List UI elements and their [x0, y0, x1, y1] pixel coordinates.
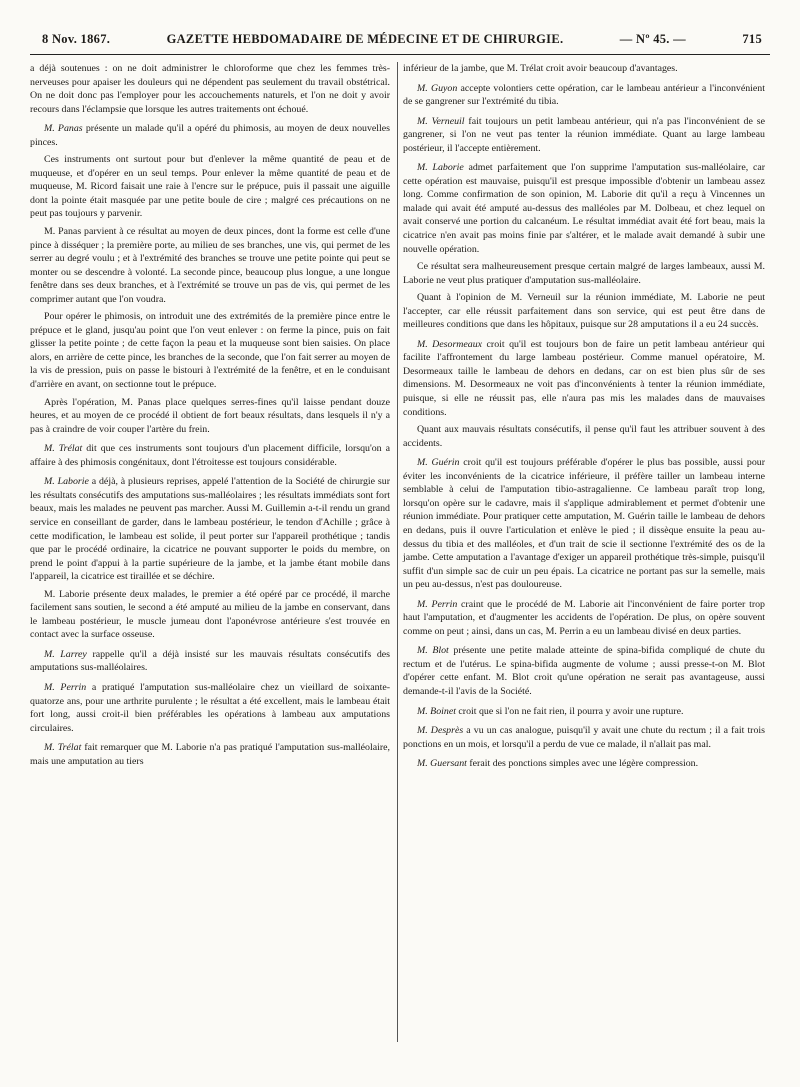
speaker-name: M. Guersant: [417, 758, 467, 770]
speaker-name: M. Larrey: [44, 648, 87, 660]
speaker-name: M. Guérin: [417, 457, 460, 469]
speaker-name: M. Perrin: [417, 598, 458, 610]
paragraph-text: croit qu'il est toujours bon de faire un petit lambeau antérieur qui facilite l'affrontement du large lambeau postérieur. Comme manuel opératoire, M. Desormeaux taille le lambeau de dehors en dedans, car on est bien plus sûr de ses dimensions. M. Desormeaux ne voit pas d'inconvénients à tenter la réunion immédiate, puisque, si elle ne réussit pas, elle n'aura pas mis les malades dans de mauvaises conditions.: [403, 338, 765, 418]
speaker-name: M. Laborie: [417, 162, 464, 174]
paragraph-text: fait toujours un petit lambeau antérieur, qui n'a pas l'inconvénient de se gangrener, si l'on ne veut pas tenter la réunion immédiate. Quant au large lambeau postérieur, il l'accepte entièrement.: [403, 115, 765, 154]
header-page-number: 715: [742, 31, 762, 46]
right-column: [403, 62, 765, 775]
paragraph-text: Après l'opération, M. Panas place quelques serres-fines qu'il laisse pendant douze heures, et au moyen de ce procédé il obtient de fort beaux résultats, dans lesquels il n'y a pas à craindre de voir couper l'artère du frein.: [30, 396, 390, 435]
header-date: 8 Nov. 1867.: [42, 31, 111, 46]
left-paragraph: [30, 442, 390, 469]
right-paragraph: [403, 598, 765, 639]
paragraph-text: M. Laborie présente deux malades, le premier a été opéré par ce procédé, il marche facilement sans soutien, le second a été amputé au milieu de la jambe en conservant, dans le lambeau postérieur, le muscle jumeau dont l'aponévrose antérieure s'est trouvée en contact avec la surface osseuse.: [30, 588, 390, 641]
left-paragraph: [30, 153, 390, 221]
paragraph-text: accepte volontiers cette opération, car le lambeau antérieur a l'inconvénient de se gangrener sur l'extrémité du tibia.: [403, 82, 765, 108]
header-journal-title: GAZETTE HEBDOMADAIRE DE MÉDECINE ET DE CHIRURGIE.: [166, 31, 564, 46]
paragraph-text: présente une petite malade atteinte de spina-bifida compliqué de chute du rectum et de l'utérus. Le spina-bifida augmente de volume ; aussi presse-t-on M. Blot d'opérer cette enfant. M. Blot croit qu'une opération ne serait pas avantageuse, aussi demande-t-il l'avis de la Société.: [403, 645, 765, 697]
left-paragraph: [30, 741, 390, 768]
page-header: [42, 27, 762, 51]
paragraph-text: fait remarquer que M. Laborie n'a pas pratiqué l'amputation sus-malléolaire, mais une amputation au tiers: [30, 742, 390, 767]
left-paragraph: [30, 681, 390, 735]
right-paragraph: [403, 115, 765, 156]
left-paragraph: [30, 62, 390, 116]
paragraph-text: M. Panas parvient à ce résultat au moyen de deux pinces, dont la forme est celle d'une pince à disséquer ; la première porte, au milieu de ses branches, une vis, qui permet de les serrer au degré voulu ; et à l'extrémité des branches se trouve une petite pointe qui peut se monter ou se descendre à volonté. La seconde pince, beaucoup plus longue, a une longue fenêtre dans ses deux branches, et à l'extrémité se trouve un pas de vis, qui permet de les comprimer autant que l'on voudra.: [30, 226, 390, 305]
speaker-name: M. Verneuil: [417, 115, 465, 127]
speaker-name: M. Trélat: [44, 742, 82, 754]
speaker-name: M. Blot: [417, 645, 449, 657]
left-paragraph: [30, 588, 390, 642]
paragraph-text: présente un malade qu'il a opéré du phimosis, au moyen de deux nouvelles pinces.: [30, 123, 390, 148]
right-paragraph: [403, 705, 765, 719]
left-paragraph: [30, 122, 390, 149]
right-paragraph: [403, 456, 765, 591]
left-paragraph: [30, 648, 390, 675]
paragraph-text: craint que le procédé de M. Laborie ait l'inconvénient de faire porter trop haut l'amputation, et d'augmenter les accidents de l'opération. De plus, on opère souvent comme on peut ; ainsi, dans un cas, M. Perrin a eu un lambeau divisé en deux parties.: [403, 598, 765, 637]
speaker-name: M. Desormeaux: [417, 338, 483, 350]
speaker-name: M. Perrin: [44, 681, 87, 693]
paragraph-text: a déjà, à plusieurs reprises, appelé l'attention de la Société de chirurgie sur les résultats consécutifs des amputations sus-malléolaires ; les résultats immédiats sont fort beaux, mais les malades ne peuvent pas marcher. Aussi M. Guillemin a-t-il rendu un grand service en conseillant de garder, dans le lambeau postérieur, le tendon d'Achille ; grâce à cette modification, le lambeau est solide, il peut porter sur l'appareil prothétique ; tandis que par le procédé ordinaire, la cicatrice ne pouvant supporter le poids du membre, on prend le point d'appui à la partie supérieure de la jambe, et la jambe étant mobile dans l'appareil, la cicatrice est tiraillée et se déchire.: [30, 476, 391, 583]
right-paragraph: [403, 423, 765, 450]
left-paragraph: [30, 225, 390, 306]
paragraph-text: croit qu'il est toujours préférable d'opérer le plus bas possible, aussi pour éviter les inconvénients de la cicatrice inférieure, il préfère tailler un lambeau interne semblable à celui de l'amputation tibio-astragalienne. Ce lambeau paraît trop long, lorsqu'on opère sur le cadavre, mais il s'applique admirablement et permet d'obtenir une réunion immédiate. Pour pratiquer cette amputation, M. Guérin taille le lambeau de dehors en dedans, puis il ouvre l'articulation et enlève le pied ; il dissèque ensuite la peau au-dessus du tibia et des malléoles, et d'un trait de scie il sectionne l'extrémité des os de la jambe. Cette amputation a l'avantage d'exiger un appareil prothétique très-simple, puisqu'il suffit d'un simple sac de cuir un peu épais. La cicatrice ne portant pas sur la semelle, mais un peu au-dessus, n'est pas douloureuse.: [403, 457, 765, 591]
speaker-name: M. Desprès: [417, 725, 464, 737]
paragraph-text: dit que ces instruments sont toujours d'un placement difficile, lorsqu'on a affaire à des phimosis congénitaux, dont l'étroitesse est toujours considérable.: [30, 443, 390, 468]
paragraph-text: Pour opérer le phimosis, on introduit une des extrémités de la première pince entre le prépuce et le gland, jusqu'au point que l'on veut enlever : on ferme la pince, puis on fait glisser la petite pointe ; de cette façon la peau et la muqueuse sont bien saisies. On place alors, en arrière de cette pince, les branches de la seconde, que l'on fait serrer au moyen de la vis de pression, puis on passe le bistouri à l'extrémité de la fenêtre, et en le conduisant d'arrière en avant, on sectionne tout le prépuce.: [30, 311, 390, 391]
right-paragraph: [403, 62, 765, 76]
header-rule: [30, 54, 770, 55]
right-paragraph: [403, 338, 765, 419]
paragraph-text: rappelle qu'il a déjà insisté sur les mauvais résultats consécutifs des amputations sus-malléolaires.: [30, 648, 390, 674]
header-issue-number: — Nº 45. —: [619, 31, 686, 46]
paragraph-text: Quant aux mauvais résultats consécutifs, il pense qu'il faut les attribuer souvent à des accidents.: [403, 424, 765, 449]
right-paragraph: [403, 724, 765, 751]
left-paragraph: [30, 475, 390, 583]
paragraph-text: a pratiqué l'amputation sus-malléolaire chez un vieillard de soixante-quatorze ans, pour une arthrite purulente ; le résultat a été excellent, mais le lambeau était fort long, aussi croit-il bien préférables les opérations à lambeau aux amputations circulaires.: [30, 681, 390, 734]
right-paragraph: [403, 291, 765, 332]
speaker-name: M. Laborie: [44, 476, 89, 488]
paragraph-text: admet parfaitement que l'on supprime l'amputation sus-malléolaire, car cette opération est mauvaise, puisqu'il est presque impossible d'obtenir un lambeau assez long. Comme confirmation de son opinion, M. Laborie dit qu'il a reçu à Vincennes un malade qui avait été amputé au-dessus des malléoles par M. Dolbeau, et chez lequel on avait conservé une portion du calcanéum. Le résultat immédiat avait été fort beau, mais la cicatrice n'en avait pas moins finie par s'altérer, et le malade avait demandé à subir une nouvelle opération.: [403, 162, 766, 255]
column-divider: [397, 62, 398, 1042]
paragraph-text: croit que si l'on ne fait rien, il pourra y avoir une rupture.: [455, 705, 684, 717]
right-paragraph: [403, 644, 765, 698]
paragraph-text: Ce résultat sera malheureusement presque certain malgré de larges lambeaux, aussi M. Laborie ne veut plus pratiquer d'amputation sus-malléolaire.: [403, 261, 765, 286]
left-paragraph: [30, 310, 390, 391]
right-paragraph: [403, 260, 765, 287]
speaker-name: M. Guyon: [417, 82, 458, 94]
speaker-name: M. Panas: [44, 123, 83, 135]
paragraph-text: a déjà soutenues : on ne doit administrer le chloroforme que chez les femmes très-nerveuses pour apaiser les douleurs qui ne dépendent pas seulement du travail obstétrical. On ne doit donc pas l'employer pour les accouchements naturels, et l'on ne doit y avoir recours dans l'éclampsie que lorsque les autres traitements ont échoué.: [30, 63, 390, 115]
right-paragraph: [403, 161, 765, 256]
paragraph-text: Ces instruments ont surtout pour but d'enlever la même quantité de peau et de muqueuse, et d'opérer en un seul temps. Pour enlever la même quantité de peau et de muqueuse, M. Ricord faisait une raie à l'encre sur le prépuce, puis il passait une aiguille dont la pointe était masquée par une petite boule de cire ; malgré ces précautions on ne peut pas toujours y parvenir.: [30, 154, 390, 220]
paragraph-text: inférieur de la jambe, que M. Trélat croit avoir beaucoup d'avantages.: [403, 63, 678, 74]
left-column: [30, 62, 390, 772]
speaker-name: M. Trélat: [44, 443, 83, 455]
right-paragraph: [403, 82, 765, 109]
paragraph-text: ferait des ponctions simples avec une légère compression.: [466, 758, 699, 770]
left-paragraph: [30, 396, 390, 437]
paragraph-text: a vu un cas analogue, puisqu'il y avait une chute du rectum ; il a fait trois ponctions en un mois, et lorsqu'il a perdu de vue ce malade, il n'allait pas mal.: [403, 725, 765, 750]
right-paragraph: [403, 757, 765, 771]
paragraph-text: Quant à l'opinion de M. Verneuil sur la réunion immédiate, M. Laborie ne peut l'accepter, car elle réussit parfaitement dans son service, qui est peut être dans de meilleures conditions que dans les hôpitaux, puisque sur 28 amputations il a eu 24 succès.: [403, 292, 765, 331]
speaker-name: M. Boinet: [417, 705, 456, 717]
